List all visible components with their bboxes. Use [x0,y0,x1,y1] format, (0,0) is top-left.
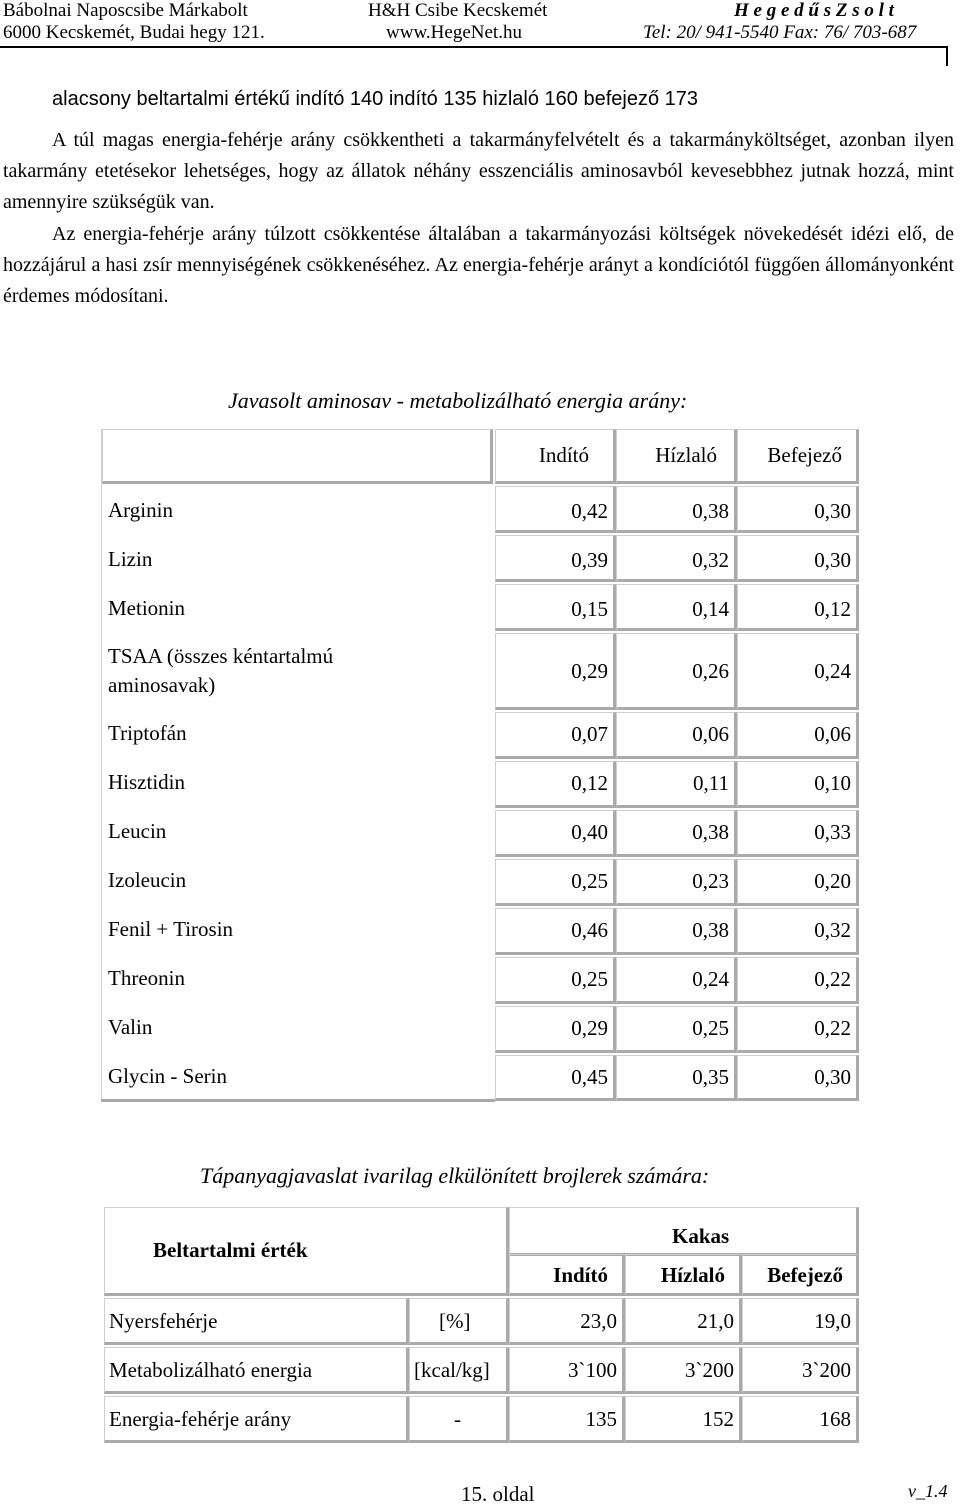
table-row [102,1006,859,1053]
table-row [102,712,859,759]
unit-cell [409,1347,509,1394]
value: 0,32 [692,548,729,572]
version-label: v_1.4 [908,1481,948,1501]
row-label-cell [102,584,493,631]
value-cell [509,1298,625,1345]
value-cell [495,859,616,906]
row-label: Fenil + Tirosin [108,917,234,941]
header-cell [737,429,859,484]
value: 0,33 [814,820,851,844]
unit: - [454,1407,461,1431]
value-cell [616,1055,737,1101]
row-label: Nyersfehérje [109,1309,218,1333]
unit-cell [409,1396,509,1443]
row-label: Lizin [108,547,153,571]
value-cell [509,1347,625,1394]
value: 168 [819,1407,851,1431]
value-cell [495,712,616,759]
table-row [102,633,859,710]
value-cell [495,486,616,533]
header-hizlalo: Hízlaló [655,443,717,467]
row-label-cell [102,957,493,1004]
row-label-cell [102,486,493,533]
header-indito: Indító [553,1263,608,1287]
row-label: Glycin - Serin [108,1064,227,1088]
value: 0,11 [693,771,729,795]
value: 0,15 [571,597,608,621]
shop-address: 6000 Kecskemét, Budai hegy 121. [3,22,265,43]
header-befejezo: Befejező [767,443,842,467]
value: 0,38 [692,820,729,844]
row-label: TSAA (összes kéntartalmú [108,644,334,668]
value: 0,23 [692,869,729,893]
value-cell [616,633,737,710]
value: 0,35 [692,1065,729,1089]
value-cell [616,584,737,631]
row-label: Metionin [108,596,185,620]
header-befejezo: Befejező [767,1263,843,1287]
row-label: Valin [108,1015,153,1039]
value-cell [616,957,737,1004]
value-cell [737,486,859,533]
row-label-cell [102,859,493,906]
value: 0,06 [692,722,729,746]
value: 0,39 [571,548,608,572]
contact-phone-fax: Tel: 20/ 941-5540 Fax: 76/ 703-687 [643,22,917,43]
value: 0,24 [692,967,729,991]
value: 152 [702,1407,734,1431]
value: 0,42 [571,499,608,523]
header-cell [625,1254,742,1296]
page-header [0,0,960,66]
value-cell [737,712,859,759]
value-cell [737,810,859,857]
row-label-cell [102,633,493,710]
value-cell [495,633,616,710]
value-cell [625,1298,742,1345]
value-cell [616,761,737,808]
value-cell [616,859,737,906]
value-cell [495,908,616,955]
table-row [102,584,859,631]
table-row [102,957,859,1004]
table2-caption: Tápanyagjavaslat ivarilag elkülönített brojlerek számára: [200,1163,710,1188]
unit: [kcal/kg] [414,1358,490,1382]
value: 0,24 [814,659,851,683]
table-row [102,535,859,582]
website-link[interactable]: www.HegeNet.hu [386,22,522,43]
value: 19,0 [814,1309,851,1333]
row-label-cell [102,1055,493,1101]
table1-caption: Javasolt aminosav - metabolizálható energia arány: [228,388,688,413]
header-cell-beltartalmi [104,1207,509,1296]
value-cell [495,1055,616,1101]
value-cell [737,1006,859,1053]
paragraph-energy-protein-2 [3,219,954,312]
company-name: H&H Csibe Kecskemét [368,0,548,21]
value: 0,22 [814,1016,851,1040]
value: 0,26 [692,659,729,683]
value: 0,07 [571,722,608,746]
header-beltartalmi: Beltartalmi érték [153,1238,308,1262]
value-cell [625,1396,742,1443]
header-divider [0,46,948,48]
row-label: Metabolizálható energia [109,1358,313,1382]
value: 3`100 [568,1358,617,1382]
value-cell [737,1055,859,1101]
unit-cell [409,1298,509,1345]
value: 0,10 [814,771,851,795]
value-cell [737,761,859,808]
header-cell-kakas [509,1207,859,1256]
shop-name: Bábolnai Naposcsibe Márkabolt [3,0,248,21]
value-cell [742,1396,859,1443]
paragraph-energy-protein-1 [3,125,954,218]
value-cell [495,1006,616,1053]
header-cell-empty [102,429,493,484]
value-cell [616,712,737,759]
value: 0,30 [814,499,851,523]
table-row [102,1055,859,1101]
value: 0,29 [571,659,608,683]
header-indito: Indító [538,443,589,467]
row-label: Arginin [108,498,173,522]
value-cell [495,535,616,582]
row-label: Energia-fehérje arány [109,1407,292,1431]
row-label-line2: aminosavak) [108,673,216,697]
value-cell [737,633,859,710]
row-label-cell [102,535,493,582]
value-cell [495,761,616,808]
unit: [%] [439,1309,471,1333]
value: 0,30 [814,548,851,572]
row-label-cell [104,1298,409,1345]
value-cell [625,1347,742,1394]
paragraph-text: A túl magas energia-fehérje arány csökkentheti a takarmányfelvételt és a takarmányköltséget, azonban ilyen takarmány etetésekor lehetséges, hogy az állatok néhány esszenciális aminosavból kevesebbhez jutnak hozzá, mint amennyire szükségük van. [3,129,954,213]
value: 3`200 [685,1358,734,1382]
header-cell [616,429,737,484]
header-cell [495,429,616,484]
paragraph-text: Az energia-fehérje arány túlzott csökkentése általában a takarmányozási költségek növekedését idézi elő, de hozzájárul a hasi zsír mennyiségének csökkenéséhez. Az energia-fehérje arányt a kondíciótól függően állományonként érdemes módosítani. [3,223,954,307]
row-label-cell [104,1347,409,1394]
value: 0,40 [571,820,608,844]
row-label: Hisztidin [108,770,185,794]
row-label-cell [102,712,493,759]
value: 0,25 [571,869,608,893]
value: 0,38 [692,499,729,523]
header-divider-tick [946,46,948,66]
table-row [102,761,859,808]
row-label-cell [102,761,493,808]
owner-name: H e g e d ű s Z s o l t [734,0,894,21]
value: 0,30 [814,1065,851,1089]
value: 0,32 [814,918,851,942]
row-label-cell [102,810,493,857]
value-cell [742,1347,859,1394]
value: 0,22 [814,967,851,991]
row-label-cell [102,908,493,955]
row-label: Triptofán [108,721,187,745]
value-cell [616,810,737,857]
value: 0,38 [692,918,729,942]
table-row [102,908,859,955]
value: 0,46 [571,918,608,942]
table-left-border [101,429,102,1101]
value: 0,25 [692,1016,729,1040]
row-label-cell [104,1396,409,1443]
value-cell [742,1298,859,1345]
value: 0,45 [571,1065,608,1089]
value: 135 [585,1407,617,1431]
value-cell [616,486,737,533]
value: 0,12 [571,771,608,795]
value-cell [737,584,859,631]
value: 0,06 [814,722,851,746]
row-label-cell [102,1006,493,1053]
table-row [102,486,859,533]
value: 0,20 [814,869,851,893]
paragraph-values-list: alacsony beltartalmi értékű indító 140 indító 135 hizlaló 160 befejező 173 [52,88,698,110]
value-cell [616,908,737,955]
value: 0,29 [571,1016,608,1040]
value: 21,0 [697,1309,734,1333]
value-cell [737,859,859,906]
value-cell [495,584,616,631]
value-cell [495,810,616,857]
row-label: Izoleucin [108,868,187,892]
value-cell [737,908,859,955]
value: 0,14 [692,597,729,621]
row-label: Leucin [108,819,167,843]
table-bottom-border [101,1099,495,1102]
value-cell [616,1006,737,1053]
value-cell [495,957,616,1004]
row-label: Threonin [108,966,185,990]
table-row [102,810,859,857]
header-hizlalo: Hízlaló [660,1263,725,1287]
value-cell [509,1396,625,1443]
header-cell [742,1254,859,1296]
value-cell [737,535,859,582]
table-row [102,859,859,906]
page-number: 15. oldal [461,1482,535,1506]
value: 3`200 [802,1358,851,1382]
value: 0,25 [571,967,608,991]
value-cell [737,957,859,1004]
value-cell [616,535,737,582]
value: 0,12 [814,597,851,621]
header-kakas: Kakas [672,1224,730,1248]
value: 23,0 [580,1309,617,1333]
header-cell [509,1254,625,1296]
table-header-row [102,429,859,484]
